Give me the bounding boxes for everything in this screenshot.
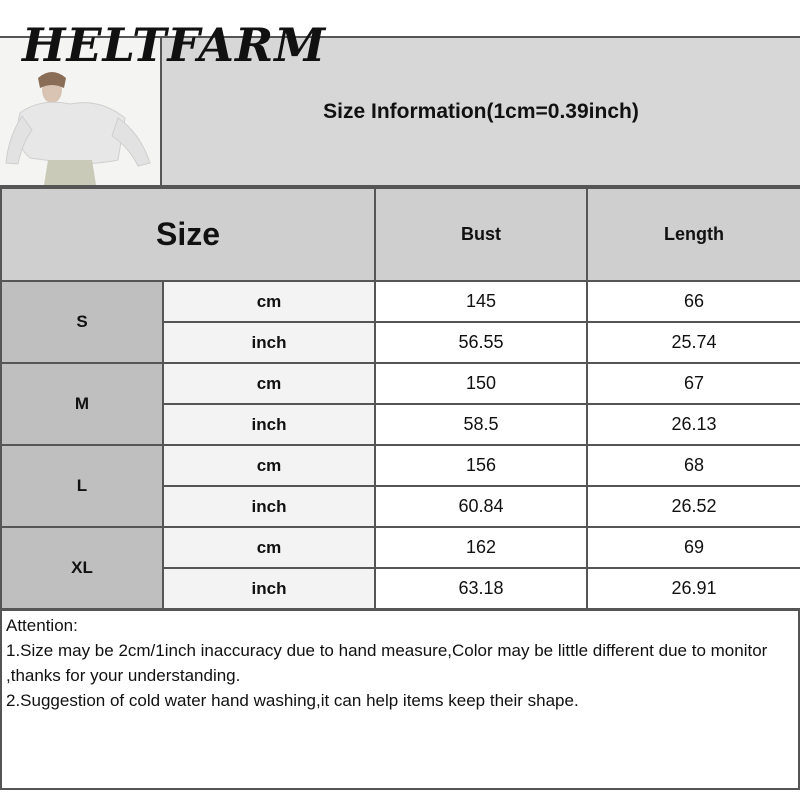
table-row [1, 527, 800, 568]
bust-value: 58.5 [375, 404, 587, 445]
bust-value: 150 [375, 363, 587, 404]
size-label: S [1, 281, 163, 363]
bust-value: 156 [375, 445, 587, 486]
size-column-header: Size [1, 188, 375, 281]
unit-label: cm [163, 445, 375, 486]
size-info-title: Size Information(1cm=0.39inch) [323, 99, 639, 123]
length-column-header: Length [587, 188, 800, 281]
length-value: 68 [587, 445, 800, 486]
unit-label: inch [163, 568, 375, 609]
unit-label: inch [163, 404, 375, 445]
length-value: 69 [587, 527, 800, 568]
unit-label: inch [163, 486, 375, 527]
length-value: 67 [587, 363, 800, 404]
size-chart-table [0, 187, 800, 610]
unit-label: cm [163, 527, 375, 568]
table-row [1, 281, 800, 322]
table-row [1, 445, 800, 486]
bust-value: 145 [375, 281, 587, 322]
size-label: XL [1, 527, 163, 609]
unit-label: cm [163, 281, 375, 322]
length-value: 25.74 [587, 322, 800, 363]
bust-value: 162 [375, 527, 587, 568]
table-header-row [1, 188, 800, 281]
length-value: 26.52 [587, 486, 800, 527]
size-label: L [1, 445, 163, 527]
unit-label: cm [163, 363, 375, 404]
length-value: 26.13 [587, 404, 800, 445]
bust-value: 60.84 [375, 486, 587, 527]
attention-line-2: 2.Suggestion of cold water hand washing,it can help items keep their shape. [6, 691, 579, 710]
length-value: 26.91 [587, 568, 800, 609]
brand-logo: HELTFARM [22, 18, 327, 72]
attention-line-1: 1.Size may be 2cm/1inch inaccuracy due to hand measure,Color may be little different due to monitor ,thanks for your understanding. [6, 641, 768, 685]
length-value: 66 [587, 281, 800, 322]
size-label: M [1, 363, 163, 445]
bust-column-header: Bust [375, 188, 587, 281]
attention-heading: Attention: [6, 616, 78, 635]
bust-value: 63.18 [375, 568, 587, 609]
unit-label: inch [163, 322, 375, 363]
bust-value: 56.55 [375, 322, 587, 363]
attention-notes [0, 609, 800, 790]
table-row [1, 363, 800, 404]
